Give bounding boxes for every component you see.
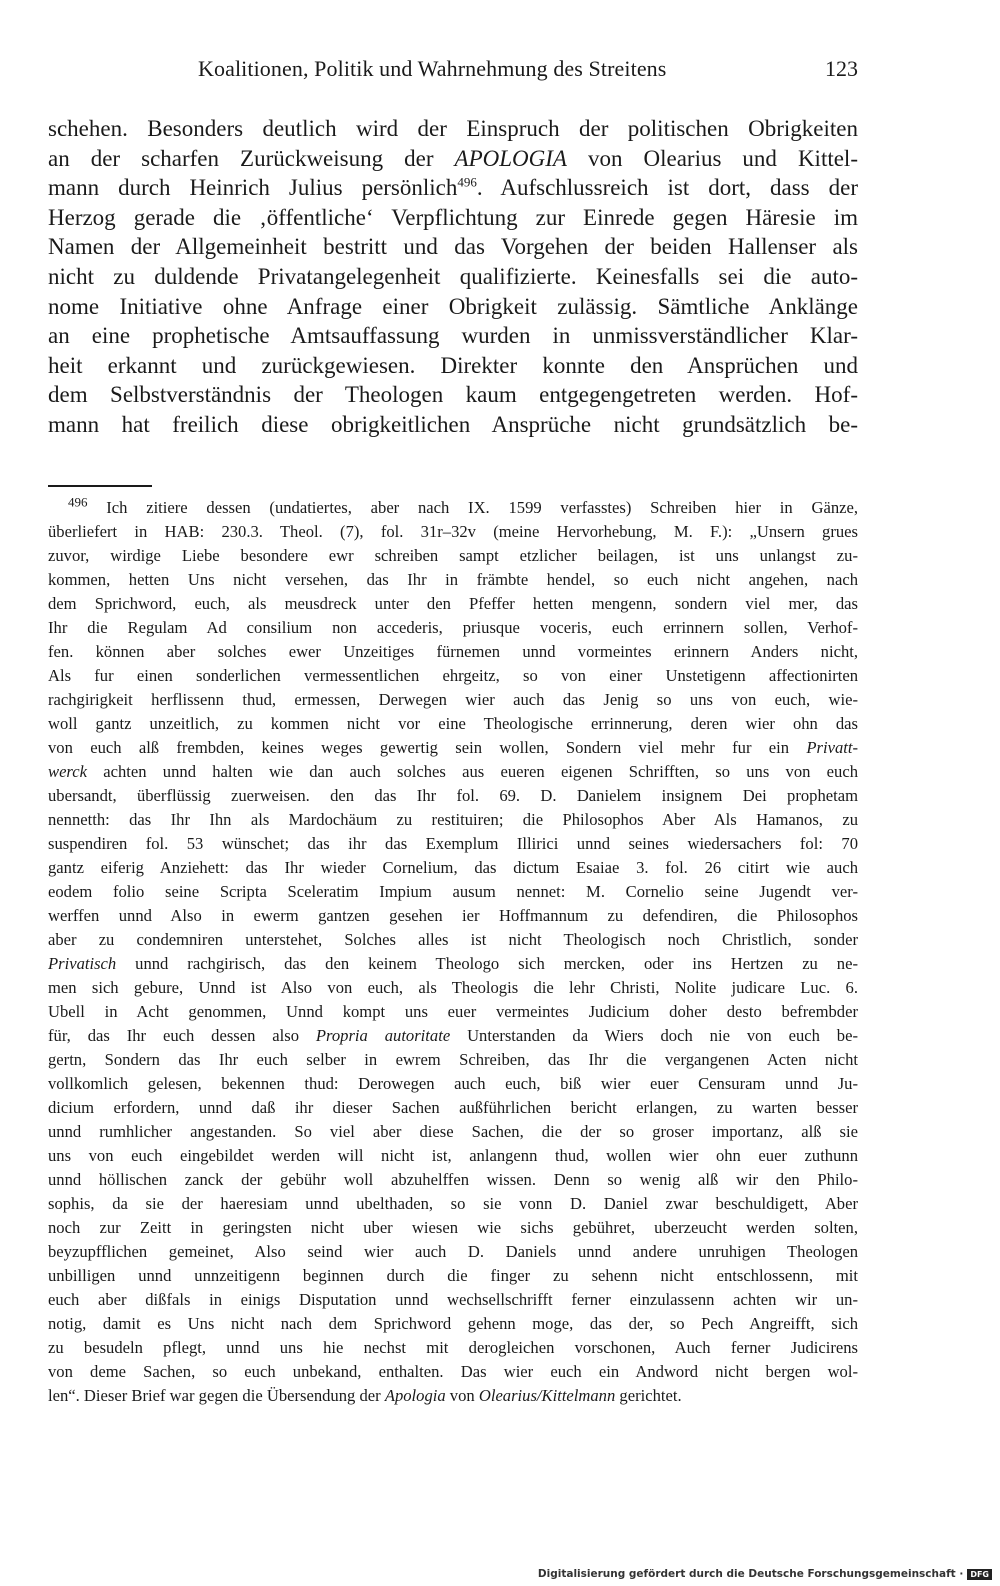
body-line: Herzog gerade die ‚öffentliche‘ Verpflichtung zur Einrede gegen Häresie im <box>48 204 858 230</box>
footnote-line: Ihr die Regulam Ad consilium non accederis, priusque voceris, euch errinnern sollen, Verhof- <box>48 618 858 637</box>
footnote-line: von euch alß frembden, keines weges gewertig sein wollen, Sondern viel mehr fur ein Privatt- <box>48 738 858 757</box>
footnote-line: zuvor, wirdige Liebe besondere ewr schreiben sampt etzlicher beilagen, ist uns unlangst zu- <box>48 546 858 565</box>
body-line: nicht zu duldende Privatangelegenheit qualifizierte. Keinesfalls sei die auto- <box>48 263 858 289</box>
footnote-line: woll gantz unzeitlich, zu kommen nicht vor eine Theologische errinnerung, deren wier ohn das <box>48 714 858 733</box>
footnote-marker: 496 <box>457 174 477 190</box>
footnote-line: suspendiren fol. 53 wünschet; das ihr das Exemplum Illirici unnd seines wiedersachers fol: 70 <box>48 834 858 853</box>
credit-text: Digitalisierung gefördert durch die Deutsche Forschungsgemeinschaft · <box>537 1568 964 1580</box>
footnote-line: gantz eiferig Anziehett: das Ihr wieder Cornelium, das dictum Esaiae 3. fol. 26 citirt wie auch <box>48 858 858 877</box>
footnote-line: fen. können aber solches ewer Unzeitiges fürnemen unnd vormeintes erinnern Anders nicht, <box>48 642 858 661</box>
footnote-line: $^{496}$ Ich zitiere dessen (undatiertes, aber nach IX. 1599 verfasstes) Schreiben hier in Gänze, <box>68 494 858 517</box>
footnote-line: zu besudeln pflegt, unnd uns hie nechst mit derogleichen vorschonen, Auch ferner Judicirens <box>48 1338 858 1357</box>
footnote-line: werffen unnd Also in ewerm gantzen gesehen ier Hoffmannum zu defendiren, die Philosophos <box>48 906 858 925</box>
footnote-line: von deme Sachen, so euch unbekand, enthalten. Das wier euch ein Andword nicht bergen wol- <box>48 1362 858 1381</box>
footnote-line: Ubell in Acht genommen, Unnd kompt uns euer vermeintes Judicium doher desto befrembder <box>48 1002 858 1021</box>
body-line: mann hat freilich diese obrigkeitlichen Ansprüche nicht grundsätzlich be- <box>48 411 858 437</box>
footnote-line: Privatisch unnd rachgirisch, das den keinem Theologo sich mercken, oder ins Hertzen zu ne- <box>48 954 858 973</box>
body-text <box>48 114 858 440</box>
body-line: dem Selbstverständnis der Theologen kaum entgegengetreten werden. Hof- <box>48 382 858 408</box>
body-line: schehen. Besonders deutlich wird der Einspruch der politischen Obrigkeiten <box>48 116 858 141</box>
page-number: 123 <box>825 56 858 81</box>
dfg-logo: DFG <box>967 1569 992 1580</box>
footnote-line: dem Sprichword, euch, als meusdreck unter den Pfeffer hetten mengenn, sondern viel mer, das <box>48 594 858 613</box>
footnote-line: len“. Dieser Brief war gegen die Übersendung der Apologia von Olearius/Kittelmann gerichtet. <box>48 1386 682 1405</box>
footnote-line: werck achten unnd halten wie dan auch solches aus eueren eigenen Schrifften, so uns von euch <box>48 762 858 781</box>
footnote-line: kommen, hetten Uns nicht versehen, das Ihr in främbte hendel, so euch nicht angehen, nach <box>48 570 858 589</box>
footnote-line: aber zu condemniren unterstehet, Solches alles ist nicht Theologisch noch Christlich, sonder <box>48 930 858 949</box>
footnote-line: noch zur Zeitt in geringsten nicht uber wiesen wie sichs gebühret, uberzeucht werden solten, <box>48 1218 858 1237</box>
footnote-line: unnd höllischen zanck der gebühr woll abzuhelffen wissen. Denn so wenig alß wir den Philo- <box>48 1170 858 1189</box>
footnote-line: dicium erfordern, unnd daß ihr dieser Sachen außführlichen bericht erlangen, zu warten besser <box>48 1098 858 1117</box>
footnote-line: nennetth: das Ihr Ihn als Mardochäum zu restituiren; die Philosophos Aber Als Hamanos, zu <box>48 810 858 829</box>
footnote-rule <box>48 485 152 487</box>
footnote-line: rachgirigkeit herflissenn thud, ermessen, Derwegen wier auch das Jenig so uns von euch, wie- <box>48 690 858 709</box>
footnote-line: gertn, Sondern das Ihr euch selber in ewrem Schreiben, das Ihr die vergangenen Acten nicht <box>48 1050 858 1069</box>
body-line: Namen der Allgemeinheit bestritt und das Vorgehen der beiden Hallenser als <box>48 234 858 260</box>
digitization-credit <box>538 1568 992 1580</box>
body-line: heit erkannt und zurückgewiesen. Direkter konnte den Ansprüchen und <box>48 352 858 378</box>
footnote-line: vollkomlich gelesen, bekennen thud: Derowegen auch euch, biß wier euer Censuram unnd Ju- <box>48 1074 858 1093</box>
footnote-line: sophis, da sie der haeresiam unnd ubelthaden, so sie vonn D. Daniel zwar beschuldigett, Aber <box>48 1194 858 1213</box>
footnote-line: für, das Ihr euch dessen also Propria autoritate Unterstanden da Wiers doch nie von euch be- <box>48 1026 858 1045</box>
body-line: an eine prophetische Amtsauffassung wurden in unmissverständlicher Klar- <box>48 323 858 349</box>
footnote-line: beyzupfflichen gemeinet, Also seind wier auch D. Daniels unnd andere unruhigen Theologen <box>48 1242 858 1261</box>
footnote-line: uns von euch eingebildet werden will nicht ist, anlangenn thud, wollen wier ohn euer zuthunn <box>48 1146 858 1165</box>
footnote-line: unbilligen unnd unnzeitigenn beginnen durch die finger zu sehenn nicht entschlossenn, mit <box>48 1266 858 1285</box>
footnotes <box>48 496 858 1408</box>
footnote-line: Als fur einen sonderlichen vermessentlichen ehrgeitz, so von einer Unstetigenn affectionirten <box>48 666 858 685</box>
footnote-line: eodem folio seine Scripta Sceleratim Impium ausum nennet: M. Cornelio seine Jugendt ver- <box>48 882 858 901</box>
body-line: mann durch Heinrich Julius persönlich$^{496}$. Aufschlussreich ist dort, dass der <box>48 174 858 201</box>
body-line: nome Initiative ohne Anfrage einer Obrigkeit zulässig. Sämtliche Anklänge <box>48 293 858 319</box>
footnote-line: men sich gebure, Unnd ist Also von euch, als Theologis die lehr Christi, Nolite judicare Luc. 6. <box>48 978 858 997</box>
footnote-line: überliefert in HAB: 230.3. Theol. (7), fol. 31r–32v (meine Hervorhebung, M. F.): „Unsern grues <box>48 522 858 541</box>
running-title: Koalitionen, Politik und Wahrnehmung des Streitens <box>198 56 667 81</box>
footnote-line: unnd rumhlicher angestanden. So viel aber diese Sachen, die der so groser importanz, alß sie <box>48 1122 858 1141</box>
running-header <box>48 56 858 86</box>
footnote-line: notig, damit es Uns nicht nach dem Sprichword gehenn moge, das der, so Pech Angreifft, sich <box>48 1314 858 1333</box>
footnote-line: ubersandt, überflüssig zuerweisen. den das Ihr fol. 69. D. Danielem insignem Dei prophetam <box>48 786 858 805</box>
body-line: an der scharfen Zurückweisung der APOLOGIA von Olearius und Kittel- <box>48 145 858 171</box>
footnote-line: euch aber dißfals in einigs Disputation unnd wechsellschrifft ferner einzulassenn achten wir un- <box>48 1290 858 1309</box>
